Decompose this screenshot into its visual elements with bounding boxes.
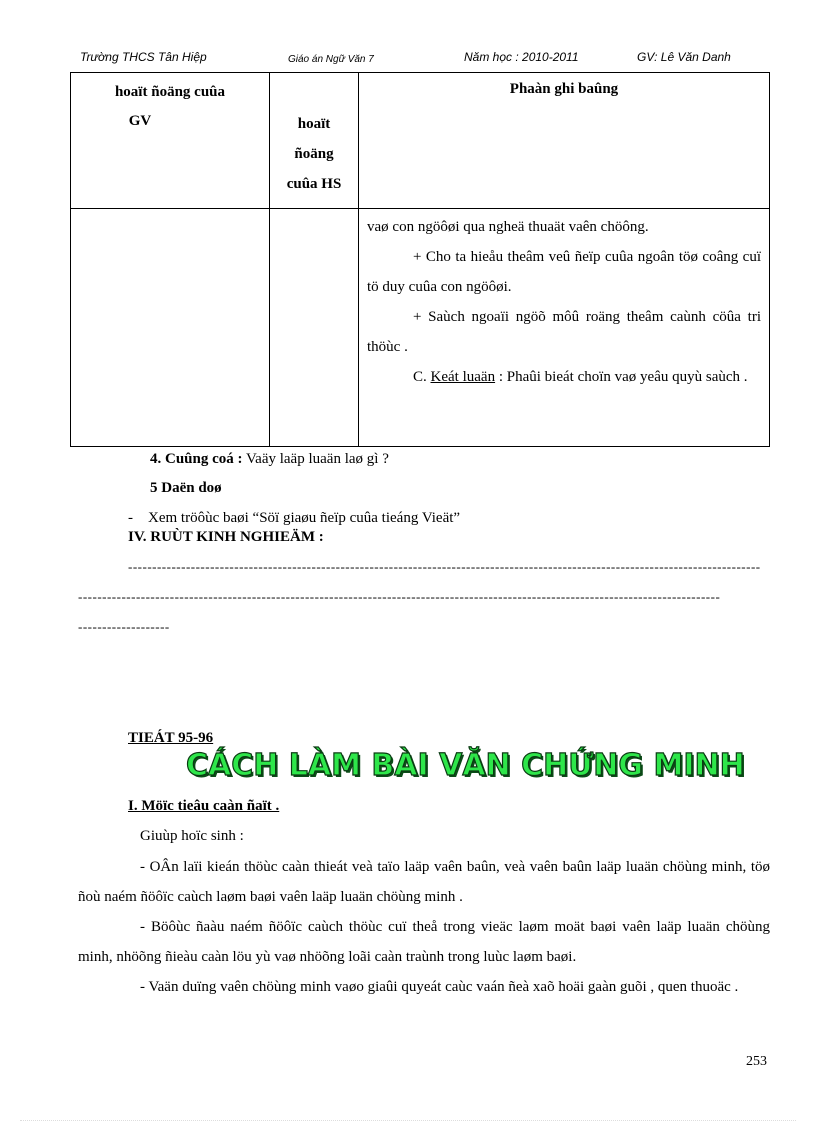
- col-teacher-header-line2: GV: [128, 113, 152, 129]
- notes-line1: vaø con ngöôøi qua ngheä thuaät vaên chöông.: [367, 219, 649, 235]
- footer-divider: [20, 1120, 796, 1121]
- notes-conclusion: [367, 362, 761, 392]
- help-line: Giuùp hoïc sinh :: [140, 828, 244, 844]
- conclusion-label: Keát luaän: [430, 369, 496, 385]
- col-notes-header: [359, 73, 770, 209]
- notes-para3: + Saùch ngoaïi ngöõ môû roäng theâm caùnh cöûa tri thöùc .: [367, 309, 761, 355]
- dash-line-3: -------------------: [78, 619, 170, 634]
- lesson-table: [70, 72, 770, 447]
- table-row: [71, 209, 770, 447]
- col-student-header-line3: cuûa HS: [286, 176, 342, 192]
- instruction-item: - Xem tröôùc baøi “Söï giaøu ñeïp cuûa tieáng Vieät”: [128, 510, 461, 526]
- experience-label: IV. RUÙT KINH NGHIEÄM :: [128, 529, 324, 545]
- page-number: 253: [746, 1054, 767, 1069]
- col-student-header-line2: ñoäng: [294, 146, 334, 162]
- notes-para2: + Cho ta hieåu theâm veû ñeïp cuûa ngoân töø coâng cuï tö duy cuûa con ngöôøi.: [367, 249, 761, 295]
- objective-paragraph-3: - Vaän duïng vaên chöùng minh vaøo giaûi quyeát caùc vaán ñeà xaõ hoäi gaàn guõi , quen thuoäc .: [140, 979, 739, 995]
- dash-line-1: -----------------------------------------------------------------------------------------------------------------------------------: [128, 559, 761, 574]
- table-header-row: [71, 73, 770, 209]
- objectives-label: I. Möïc tieâu caàn ñaït .: [128, 798, 280, 814]
- cell-teacher: [71, 209, 270, 447]
- cell-student: [270, 209, 359, 447]
- lesson-period: TIEÁT 95-96: [128, 730, 214, 746]
- lesson-title: CÁCH LÀM BÀI VĂN CHỨNG MINH: [186, 748, 745, 783]
- col-teacher-header-line1: hoaït ñoäng cuûa: [114, 84, 226, 100]
- conclusion-prefix: C.: [413, 369, 431, 385]
- header-subject: Giáo án Ngữ Văn 7: [288, 54, 374, 65]
- col-student-header: [270, 73, 359, 209]
- objective-paragraph-2: - Böôùc ñaàu naém ñöôïc caùch thöùc cuï theå trong vieäc laøm moät baøi vaên laäp luaän chöùng minh, nhöõng ñieàu caàn löu yù vaø nhöõng loãi caàn traùnh trong luùc laøm baøi.: [78, 919, 770, 965]
- header-teacher: GV: Lê Văn Danh: [637, 50, 731, 64]
- col-student-header-line1: hoaït: [297, 116, 331, 132]
- col-teacher-header: [71, 73, 270, 209]
- instruction-label: 5 Daën doø: [150, 480, 222, 496]
- instruction-item-text: Xem tröôùc baøi “Söï giaøu ñeïp cuûa tieáng Vieät”: [148, 510, 461, 526]
- consolidation-label: 4. Cuûng coá :: [150, 451, 243, 467]
- cell-notes: [359, 209, 770, 447]
- header-year: Năm học : 2010-2011: [464, 50, 579, 64]
- dash-line-2: -------------------------------------------------------------------------------------------------------------------------------------: [78, 589, 721, 604]
- objective-paragraph-1: - OÂn laïi kieán thöùc caàn thieát veà taïo laäp vaên baûn, veà vaên baûn laäp luaän chöùng minh, töø ñoù naém ñöôïc caùch laøm baøi vaên laäp luaän chöùng minh .: [78, 859, 770, 905]
- conclusion-text: : Phaûi bieát choïn vaø yeâu quyù saùch .: [495, 369, 748, 385]
- consolidation-text: Vaäy laäp luaän laø gì ?: [242, 451, 389, 467]
- header-school: Trường THCS Tân Hiệp: [80, 50, 207, 64]
- consolidation: [150, 451, 389, 468]
- col-notes-header-text: Phaàn ghi baûng: [509, 81, 619, 97]
